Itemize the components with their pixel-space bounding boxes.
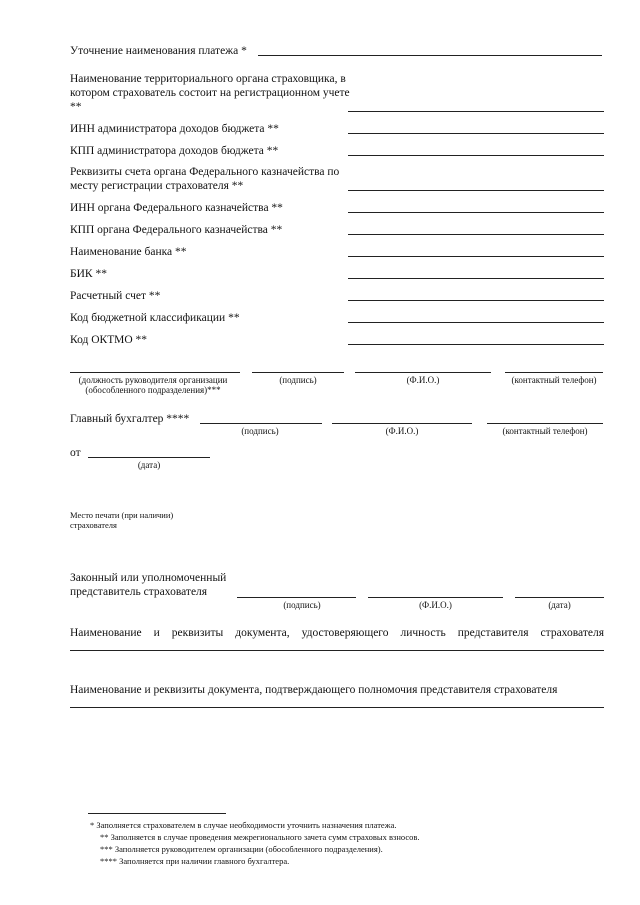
head-position-caption: (должность руководителя организации (обособленного подразделения)*** (78, 375, 228, 395)
payment-clarification-line[interactable] (258, 55, 602, 56)
rep-name-caption: (Ф.И.О.) (419, 600, 452, 610)
head-signature-caption: (подпись) (279, 375, 317, 385)
kpp-treasury-label: КПП органа Федерального казначейства ** (70, 224, 283, 236)
head-position-line[interactable] (70, 372, 240, 373)
authority-document-label: Наименование и реквизиты документа, подтверждающего полномочия представителя страхователя (70, 684, 558, 696)
inn-admin-label: ИНН администратора доходов бюджета ** (70, 123, 279, 135)
head-name-line[interactable] (355, 372, 491, 373)
territorial-organ-label: Наименование территориального органа страховщика, в котором страхователь состоит на регистрационном учете ** (70, 73, 350, 113)
rep-signature-caption: (подпись) (283, 600, 321, 610)
bik-label: БИК ** (70, 268, 107, 280)
footnote-1: * Заполняется страхователем в случае необходимости уточнить назначения платежа. (90, 820, 397, 830)
account-label: Расчетный счет ** (70, 290, 161, 302)
chief-name-caption: (Ф.И.О.) (385, 426, 419, 436)
inn-admin-line[interactable] (348, 133, 604, 134)
rep-date-caption: (дата) (548, 600, 571, 610)
head-name-caption: (Ф.И.О.) (406, 375, 440, 385)
chief-phone-line[interactable] (487, 423, 603, 424)
footnote-3: *** Заполняется руководителем организации (обособленного подразделения). (100, 844, 383, 854)
rep-signature-line[interactable] (237, 597, 356, 598)
oktmo-line[interactable] (348, 344, 604, 345)
head-phone-caption: (контактный телефон) (511, 375, 597, 385)
treasury-account-line[interactable] (348, 190, 604, 191)
head-signature-line[interactable] (252, 372, 344, 373)
chief-phone-caption: (контактный телефон) (502, 426, 588, 436)
chief-signature-line[interactable] (200, 423, 322, 424)
oktmo-label: Код ОКТМО ** (70, 334, 147, 346)
account-line[interactable] (348, 300, 604, 301)
footnote-separator (88, 813, 226, 814)
territorial-organ-line[interactable] (348, 111, 604, 112)
chief-signature-caption: (подпись) (241, 426, 279, 436)
rep-name-line[interactable] (368, 597, 503, 598)
footnote-4: **** Заполняется при наличии главного бухгалтера. (100, 856, 290, 866)
bank-name-line[interactable] (348, 256, 604, 257)
from-label: от (70, 447, 81, 459)
date-line[interactable] (88, 457, 210, 458)
authority-document-line[interactable] (70, 707, 604, 708)
payment-clarification-label: Уточнение наименования платежа * (70, 45, 247, 57)
kpp-admin-label: КПП администратора доходов бюджета ** (70, 145, 279, 157)
inn-treasury-label: ИНН органа Федерального казначейства ** (70, 202, 283, 214)
bik-line[interactable] (348, 278, 604, 279)
identity-document-line[interactable] (70, 650, 604, 651)
chief-name-line[interactable] (332, 423, 472, 424)
stamp-place: Место печати (при наличии) страхователя (70, 510, 174, 530)
head-phone-line[interactable] (505, 372, 603, 373)
kbk-line[interactable] (348, 322, 604, 323)
kbk-label: Код бюджетной классификации ** (70, 312, 240, 324)
identity-document-label: Наименование и реквизиты документа, удостоверяющего личность представителя страхователя (70, 627, 604, 639)
footnote-2: ** Заполняется в случае проведения межрегионального зачета сумм страховых взносов. (100, 832, 420, 842)
date-caption: (дата) (137, 460, 161, 470)
bank-name-label: Наименование банка ** (70, 246, 187, 258)
chief-accountant-label: Главный бухгалтер **** (70, 413, 190, 425)
representative-label: Законный или уполномоченный представитель страхователя (70, 572, 227, 598)
kpp-admin-line[interactable] (348, 155, 604, 156)
kpp-treasury-line[interactable] (348, 234, 604, 235)
inn-treasury-line[interactable] (348, 212, 604, 213)
treasury-account-label: Реквизиты счета органа Федерального казначейства по месту регистрации страхователя ** (70, 166, 340, 192)
rep-date-line[interactable] (515, 597, 604, 598)
